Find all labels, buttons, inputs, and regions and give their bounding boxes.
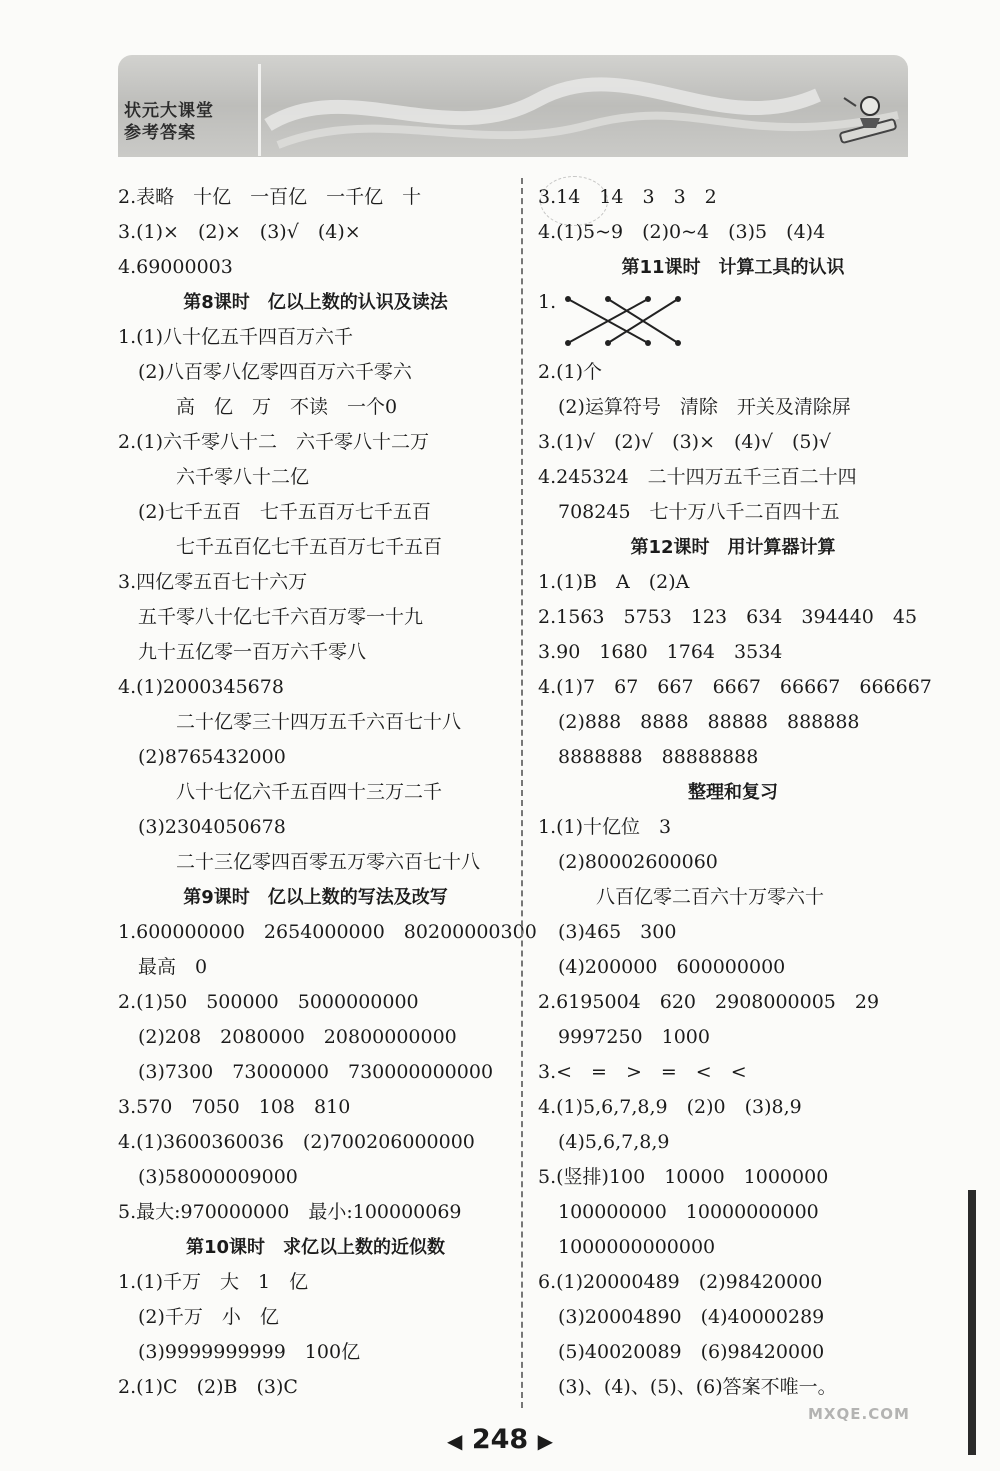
answer-line: 八百亿零二百六十万零六十 bbox=[596, 886, 825, 908]
answer-line: 1.(1)十亿位 3 bbox=[538, 816, 672, 838]
section-heading: 第8课时 亿以上数的认识及读法 bbox=[183, 292, 448, 313]
answers-left-column bbox=[118, 180, 537, 1405]
answer-line: 4.(1)5~9 (2)0~4 (3)5 (4)4 bbox=[538, 221, 826, 243]
column-divider bbox=[521, 178, 523, 1408]
watermark: MXQE.COM bbox=[808, 1405, 910, 1423]
answer-line: (2)8765432000 bbox=[138, 746, 286, 768]
answer-line: (3)、(4)、(5)、(6)答案不唯一。 bbox=[558, 1376, 837, 1398]
answer-line: 4.245324 二十四万五千三百二十四 bbox=[538, 466, 857, 488]
answer-line: 8888888 88888888 bbox=[558, 746, 759, 768]
answers-right-column bbox=[538, 180, 932, 1405]
answer-line: 100000000 10000000000 bbox=[558, 1201, 819, 1223]
mascot-pencil-icon bbox=[834, 88, 904, 150]
answer-line: 高 亿 万 不读 一个0 bbox=[176, 396, 398, 418]
answer-line: (5)40020089 (6)98420000 bbox=[558, 1341, 825, 1363]
answer-line: 二十亿零三十四万五千六百七十八 bbox=[176, 711, 462, 733]
match-dot bbox=[565, 296, 571, 302]
left-arrow-icon: ◀ bbox=[447, 1428, 463, 1453]
answer-line: 1000000000000 bbox=[558, 1236, 716, 1258]
answer-line: 1.600000000 2654000000 80200000300 bbox=[118, 921, 537, 943]
answer-line: (3)20004890 (4)40000289 bbox=[558, 1306, 825, 1328]
answer-line: 4.(1)7 67 667 6667 66667 666667 bbox=[538, 676, 932, 698]
matching-lines-diagram bbox=[560, 291, 690, 351]
answer-line: 4.69000003 bbox=[118, 256, 233, 278]
match-dot bbox=[605, 340, 611, 346]
answer-line: (2)888 8888 88888 888888 bbox=[558, 711, 860, 733]
section-heading: 第10课时 求亿以上数的近似数 bbox=[185, 1237, 446, 1258]
answer-line: 1.(1)千万 大 1 亿 bbox=[118, 1271, 309, 1293]
answer-line: 六千零八十二亿 bbox=[176, 466, 310, 488]
answer-line: 2.(1)C (2)B (3)C bbox=[118, 1376, 298, 1398]
answer-line: (3)7300 73000000 730000000000 bbox=[138, 1061, 494, 1083]
answer-line: 2.(1)个 bbox=[538, 361, 603, 383]
answer-line: 1.(1)B A (2)A bbox=[538, 571, 690, 593]
answer-line: 五千零八十亿七千六百万零一十九 bbox=[138, 606, 424, 628]
answer-line: 二十三亿零四百零五万零六百七十八 bbox=[176, 851, 481, 873]
answer-line: 9997250 1000 bbox=[558, 1026, 710, 1048]
answer-line: 最高 0 bbox=[138, 956, 208, 978]
answer-line: 5.最大:970000000 最小:100000069 bbox=[118, 1201, 462, 1223]
answer-line: 3.14 14 3 3 2 bbox=[538, 186, 717, 208]
header-title: 状元大课堂 bbox=[124, 101, 214, 121]
answer-line: (3)2304050678 bbox=[138, 816, 286, 838]
answer-line: 七千五百亿七千五百万七千五百 bbox=[176, 536, 443, 558]
answer-line: (4)200000 600000000 bbox=[558, 956, 786, 978]
scan-edge bbox=[968, 1190, 976, 1455]
answer-line: (2)七千五百 七千五百万七千五百 bbox=[138, 501, 431, 523]
answer-line: 4.(1)3600360036 (2)700206000000 bbox=[118, 1131, 475, 1153]
answer-line: 1. bbox=[538, 285, 928, 355]
answer-line: 3.(1)√ (2)√ (3)× (4)√ (5)√ bbox=[538, 431, 832, 453]
answer-line: 2.1563 5753 123 634 394440 45 bbox=[538, 606, 918, 628]
match-dot bbox=[675, 340, 681, 346]
answer-line: (3)465 300 bbox=[558, 921, 677, 943]
match-dot bbox=[645, 340, 651, 346]
answer-line: (3)9999999999 100亿 bbox=[138, 1341, 361, 1363]
answer-line: (2)208 2080000 20800000000 bbox=[138, 1026, 457, 1048]
page-number bbox=[0, 1424, 1000, 1455]
answer-line: 2.(1)50 500000 5000000000 bbox=[118, 991, 419, 1013]
match-dot bbox=[605, 296, 611, 302]
answer-line: 3.570 7050 108 810 bbox=[118, 1096, 351, 1118]
answer-line: (2)运算符号 清除 开关及清除屏 bbox=[558, 396, 851, 418]
answer-line: 1.(1)八十亿五千四百万六千 bbox=[118, 326, 354, 348]
section-heading: 第9课时 亿以上数的写法及改写 bbox=[183, 887, 448, 908]
answer-line: 2.表略 十亿 一百亿 一千亿 十 bbox=[118, 186, 422, 208]
banner-separator bbox=[258, 64, 261, 156]
match-dot bbox=[565, 340, 571, 346]
answer-line: 708245 七十万八千二百四十五 bbox=[558, 501, 840, 523]
answer-line: 3.四亿零五百七十六万 bbox=[118, 571, 308, 593]
answer-line: 2.6195004 620 2908000005 29 bbox=[538, 991, 880, 1013]
header-subtitle: 参考答案 bbox=[124, 123, 196, 143]
answer-line: 4.(1)2000345678 bbox=[118, 676, 284, 698]
page-number-text: 248 bbox=[471, 1424, 529, 1455]
section-heading: 第11课时 计算工具的认识 bbox=[621, 257, 845, 278]
answer-line: 九十五亿零一百万六千零八 bbox=[138, 641, 367, 663]
answer-line: 2.(1)六千零八十二 六千零八十二万 bbox=[118, 431, 430, 453]
answer-line: (4)5,6,7,8,9 bbox=[558, 1131, 670, 1153]
answer-line: 4.(1)5,6,7,8,9 (2)0 (3)8,9 bbox=[538, 1096, 802, 1118]
match-dot bbox=[675, 296, 681, 302]
section-heading: 第12课时 用计算器计算 bbox=[630, 537, 836, 558]
answer-line: 3.90 1680 1764 3534 bbox=[538, 641, 783, 663]
match-dot bbox=[645, 296, 651, 302]
right-arrow-icon: ▶ bbox=[537, 1428, 553, 1453]
answer-line: (3)58000009000 bbox=[138, 1166, 298, 1188]
answer-line: 5.(竖排)100 10000 1000000 bbox=[538, 1166, 829, 1188]
answer-line: (2)千万 小 亿 bbox=[138, 1306, 279, 1328]
answer-line: 6.(1)20000489 (2)98420000 bbox=[538, 1271, 823, 1293]
answer-line: (2)八百零八亿零四百万六千零六 bbox=[138, 361, 412, 383]
answer-line: 3.(1)× (2)× (3)√ (4)× bbox=[118, 221, 361, 243]
header-label bbox=[124, 100, 252, 144]
answer-line: 3.< = > = < < bbox=[538, 1061, 747, 1083]
answer-line: 八十七亿六千五百四十三万二千 bbox=[176, 781, 443, 803]
section-heading: 整理和复习 bbox=[688, 782, 778, 803]
answer-line: (2)80002600060 bbox=[558, 851, 718, 873]
